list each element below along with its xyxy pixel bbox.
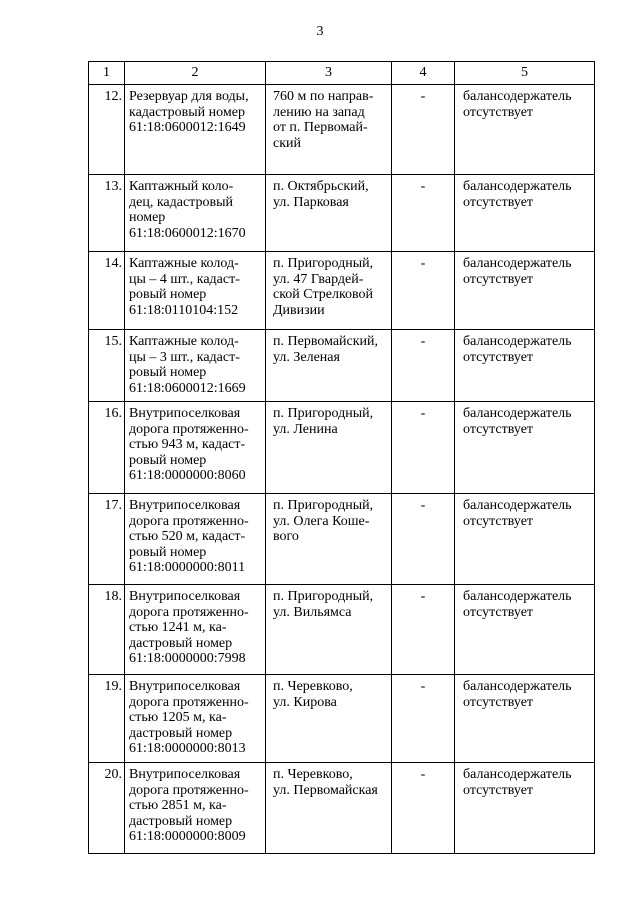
object-name-line: 61:18:0110104:152 [129,302,239,318]
object-name-line: дорога протяженно- [129,421,249,437]
object-name-cell [125,330,266,402]
object-name-line: Внутрипоселковая [129,406,241,421]
column-4-cell: - [392,675,455,763]
object-name-line: ровый номер [129,544,207,560]
object-name-line: дастровый номер [129,813,233,829]
table-row [89,252,595,330]
balance-holder-cell [455,585,595,675]
balance-holder-line: отсутствует [463,104,534,120]
row-number-cell: 14. [89,252,125,330]
object-name-line: дорога протяженно- [129,513,249,529]
table-row [89,402,595,494]
location-line: п. Пригородный, [273,498,374,513]
column-header: 2 [125,62,266,85]
row-number-cell: 16. [89,402,125,494]
object-name-line: стью 1205 м, ка- [129,710,227,726]
location-line: п. Первомайский, [273,334,379,349]
object-name-line: ровый номер [129,365,207,381]
row-number-cell: 12. [89,85,125,175]
balance-holder-cell [455,402,595,494]
location-line: ул. Ленина [273,421,338,437]
location-line: п. Пригородный, [273,406,374,421]
location-cell [266,85,392,175]
balance-holder-line: отсутствует [463,271,534,287]
object-name-cell [125,252,266,330]
location-cell [266,675,392,763]
balance-holder-line: балансодержатель [463,498,572,513]
object-name-line: Внутрипоселковая [129,498,241,513]
object-name-line: Каптажные колод- [129,334,239,349]
balance-holder-line: балансодержатель [463,679,572,694]
location-line: ской Стрелковой [273,287,374,303]
object-name-line: стью 943 м, кадаст- [129,437,246,453]
object-name-line: стью 1241 м, ка- [129,620,227,636]
column-4-cell: - [392,252,455,330]
object-name-cell [125,675,266,763]
balance-holder-line: отсутствует [463,194,534,210]
location-line: ул. 47 Гвардей- [273,271,364,287]
balance-holder-line: отсутствует [463,604,534,620]
balance-holder-cell [455,763,595,854]
column-4-cell: - [392,585,455,675]
column-4-cell: - [392,763,455,854]
object-name-line: Внутрипоселковая [129,767,241,782]
object-name-line: дорога протяженно- [129,604,249,620]
column-header: 1 [89,62,125,85]
table-row [89,585,595,675]
location-line: ский [273,135,301,151]
location-cell [266,252,392,330]
location-line: ул. Первомайская [273,782,378,798]
location-cell [266,402,392,494]
balance-holder-cell [455,330,595,402]
location-cell [266,763,392,854]
object-name-line: ровый номер [129,287,207,303]
location-line: п. Черевково, [273,767,353,782]
balance-holder-line: отсутствует [463,782,534,798]
row-number-cell: 17. [89,494,125,585]
column-4-cell: - [392,85,455,175]
balance-holder-cell [455,252,595,330]
column-4-cell: - [392,175,455,252]
location-line: 760 м по направ- [273,89,374,104]
location-line: ул. Олега Коше- [273,513,370,529]
balance-holder-line: отсутствует [463,513,534,529]
object-name-line: 61:18:0000000:7998 [129,651,246,667]
location-line: п. Пригородный, [273,256,374,271]
balance-holder-line: отсутствует [463,421,534,437]
column-4-cell: - [392,494,455,585]
object-name-cell [125,85,266,175]
column-header: 5 [455,62,595,85]
object-name-line: номер [129,210,166,226]
object-name-cell [125,763,266,854]
location-line: ул. Парковая [273,194,349,210]
location-cell [266,330,392,402]
object-name-line: Внутрипоселковая [129,679,241,694]
object-name-line: стью 520 м, кадаст- [129,529,246,545]
object-name-line: 61:18:0600012:1649 [129,120,246,136]
balance-holder-cell [455,85,595,175]
balance-holder-line: балансодержатель [463,767,572,782]
object-name-line: цы – 4 шт., кадаст- [129,271,240,287]
object-name-line: 61:18:0600012:1669 [129,380,246,396]
location-line: от п. Первомай- [273,120,368,136]
object-name-line: дец, кадастровый [129,194,233,210]
table-row [89,763,595,854]
object-name-line: дастровый номер [129,635,233,651]
column-header: 4 [392,62,455,85]
balance-holder-cell [455,175,595,252]
balance-holder-line: балансодержатель [463,589,572,604]
object-name-line: кадастровый номер [129,104,245,120]
table-row [89,85,595,175]
object-name-line: 61:18:0000000:8013 [129,741,246,757]
balance-holder-line: балансодержатель [463,89,572,104]
object-name-cell [125,175,266,252]
row-number-cell: 13. [89,175,125,252]
row-number-cell: 18. [89,585,125,675]
property-table [88,61,595,854]
object-name-line: Каптажные колод- [129,256,239,271]
object-name-line: 61:18:0000000:8009 [129,829,246,845]
table-row [89,330,595,402]
object-name-line: 61:18:0000000:8060 [129,468,246,484]
object-name-line: 61:18:0600012:1670 [129,225,246,241]
location-cell [266,175,392,252]
balance-holder-line: отсутствует [463,694,534,710]
object-name-cell [125,494,266,585]
column-4-cell: - [392,402,455,494]
object-name-line: Внутрипоселковая [129,589,241,604]
location-line: п. Черевково, [273,679,353,694]
row-number-cell: 15. [89,330,125,402]
object-name-cell [125,402,266,494]
location-line: ул. Кирова [273,694,337,710]
balance-holder-line: балансодержатель [463,256,572,271]
location-line: ул. Вильямса [273,604,352,620]
object-name-line: дастровый номер [129,725,233,741]
row-number-cell: 20. [89,763,125,854]
balance-holder-line: балансодержатель [463,406,572,421]
object-name-line: дорога протяженно- [129,694,249,710]
location-line: Дивизии [273,302,325,318]
object-name-line: Резервуар для воды, [129,89,249,104]
balance-holder-cell [455,494,595,585]
object-name-line: Каптажный коло- [129,179,234,194]
balance-holder-cell [455,675,595,763]
location-cell [266,494,392,585]
page-number: 3 [316,24,324,39]
object-name-line: дорога протяженно- [129,782,249,798]
location-line: вого [273,529,299,545]
object-name-line: стью 2851 м, ка- [129,798,227,814]
column-4-cell: - [392,330,455,402]
balance-holder-line: балансодержатель [463,179,572,194]
location-line: п. Октябрьский, [273,179,369,194]
column-header: 3 [266,62,392,85]
table-header-row [89,62,595,85]
object-name-cell [125,585,266,675]
object-name-line: цы – 3 шт., кадаст- [129,349,240,365]
balance-holder-line: отсутствует [463,349,534,365]
location-line: лению на запад [273,104,365,120]
table-row [89,175,595,252]
location-line: ул. Зеленая [273,349,340,365]
table-row [89,675,595,763]
balance-holder-line: балансодержатель [463,334,572,349]
row-number-cell: 19. [89,675,125,763]
location-line: п. Пригородный, [273,589,374,604]
table-row [89,494,595,585]
object-name-line: 61:18:0000000:8011 [129,560,246,576]
object-name-line: ровый номер [129,452,207,468]
location-cell [266,585,392,675]
